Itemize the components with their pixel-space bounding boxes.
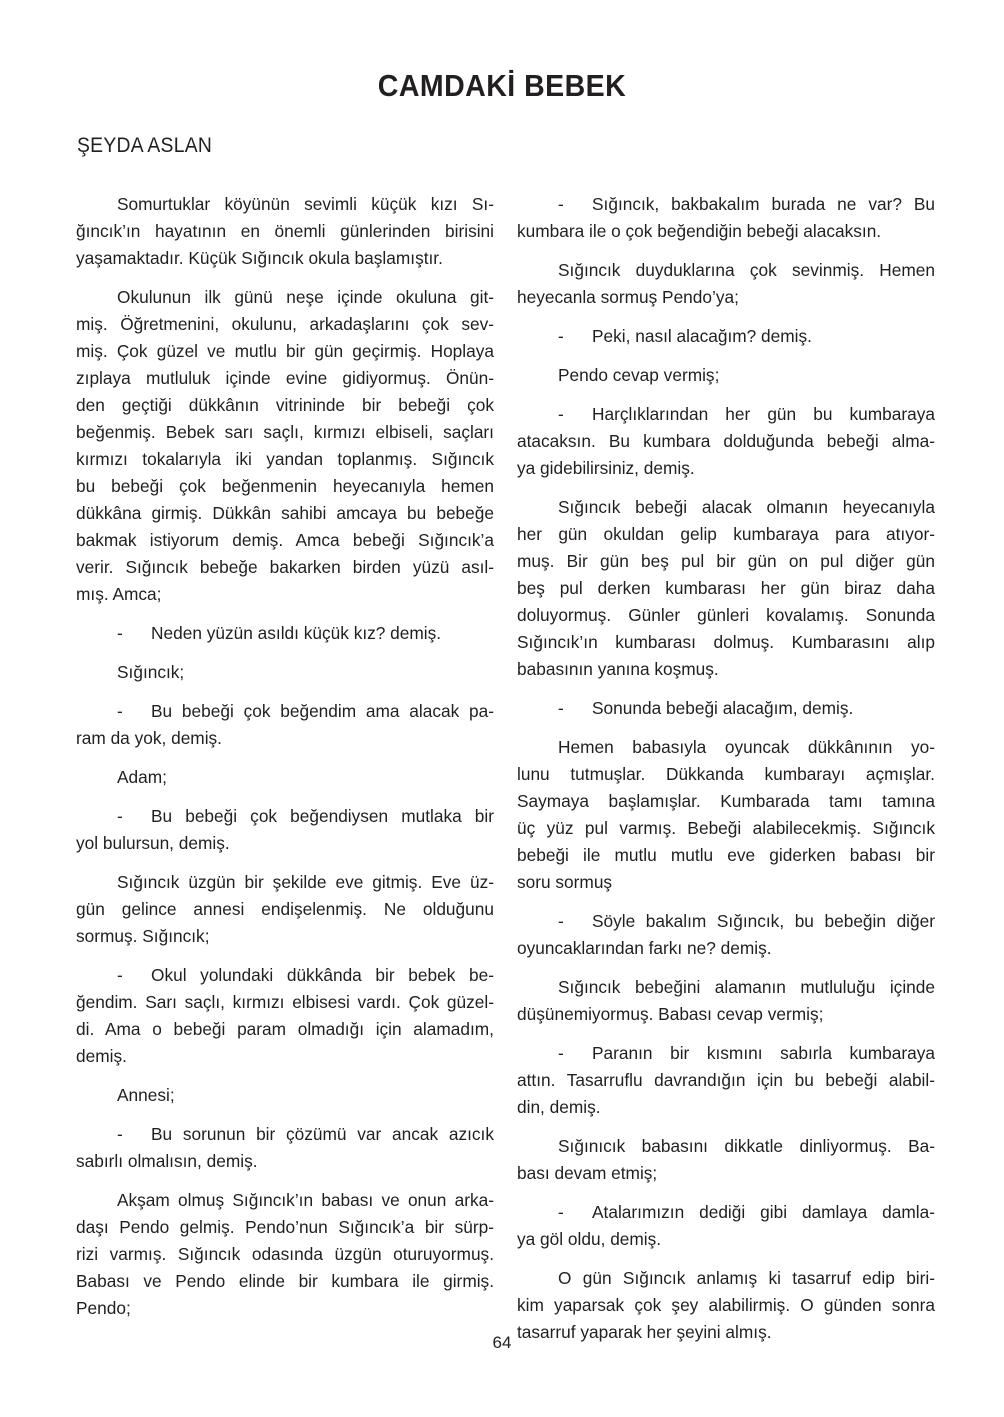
dialogue-paragraph	[517, 1199, 935, 1253]
line-text: sabırlı olmalısın, demiş.	[76, 1151, 258, 1171]
line-text: Saymaya başlamışlar. Kumbarada tamı tamına	[517, 791, 935, 811]
line-text: atacaksın. Bu kumbara dolduğunda bebeği alma-	[517, 431, 935, 451]
line-text: verir. Sığıncık bebeğe bakarken birden yüzü asıl-	[76, 557, 494, 577]
dialogue-paragraph	[517, 1040, 935, 1121]
line-text: kim yaparsak çok şey alabilirmiş. O günden sonra	[517, 1295, 935, 1315]
line-text: Sığıncık, bakbakalım burada ne var? Bu	[592, 194, 935, 214]
text-line	[517, 1001, 935, 1028]
text-line	[517, 629, 935, 656]
text-line	[76, 1016, 494, 1043]
text-line	[76, 554, 494, 581]
text-paragraph	[76, 764, 494, 791]
line-text: attın. Tasarruflu davrandığın için bu bebeği alabil-	[517, 1070, 935, 1090]
dialogue-paragraph	[76, 698, 494, 752]
text-line	[76, 830, 494, 857]
line-text: dükkâna girmiş. Dükkân sahibi amcaya bu bebeğe	[76, 503, 494, 523]
text-line	[517, 218, 935, 245]
line-text: bebeği ile mutlu mutlu eve giderken babası bir	[517, 845, 935, 865]
text-line	[76, 869, 494, 896]
text-line	[76, 581, 494, 608]
dialogue-dash: -	[558, 326, 564, 346]
dialogue-dash: -	[558, 404, 564, 424]
dialogue-dash: -	[558, 698, 564, 718]
dialogue-dash: -	[117, 623, 123, 643]
text-line	[517, 1226, 935, 1253]
line-text: ya gidebilirsiniz, demiş.	[517, 458, 695, 478]
text-paragraph	[76, 869, 494, 950]
line-text: demiş.	[76, 1046, 127, 1066]
text-line	[76, 1121, 494, 1148]
text-line	[517, 257, 935, 284]
text-paragraph	[517, 1133, 935, 1187]
line-text: Peki, nasıl alacağım? demiş.	[592, 326, 812, 346]
text-line	[517, 191, 935, 218]
line-text: daşı Pendo gelmiş. Pendo’nun Sığıncık’a bir sürp-	[76, 1217, 494, 1237]
line-text: di. Ama o bebeği param olmadığı için alamadım,	[76, 1019, 494, 1039]
text-line	[76, 191, 494, 218]
dialogue-paragraph	[76, 620, 494, 647]
text-line	[76, 962, 494, 989]
story-title: CAMDAKİ BEBEK	[377, 68, 627, 103]
line-text: muş. Bir gün beş pul bir gün on pul diğer gün	[517, 551, 935, 571]
dialogue-paragraph	[76, 1121, 494, 1175]
dialogue-paragraph	[517, 323, 935, 350]
dialogue-dash: -	[117, 965, 123, 985]
line-text: O gün Sığıncık anlamış ki tasarruf edip biri-	[558, 1268, 935, 1288]
text-paragraph	[76, 1187, 494, 1322]
line-text: ya göl oldu, demiş.	[517, 1229, 662, 1249]
line-text: bakmak istiyorum demiş. Amca bebeği Sığıncık’a	[76, 530, 494, 550]
line-text: Pendo;	[76, 1298, 131, 1318]
line-text: Okulunun ilk günü neşe içinde okuluna git-	[117, 287, 494, 307]
text-line	[76, 245, 494, 272]
line-text: rizi varmış. Sığıncık odasında üzgün oturuyormuş.	[76, 1244, 494, 1264]
text-line	[76, 1148, 494, 1175]
line-text: Pendo cevap vermiş;	[558, 365, 720, 385]
line-text: Sığıncık üzgün bir şekilde eve gitmiş. Eve üz-	[117, 872, 494, 892]
line-text: den geçtiği dükkânın vitrininde bir bebeği çok	[76, 395, 494, 415]
line-text: Annesi;	[117, 1085, 175, 1105]
line-text: Söyle bakalım Sığıncık, bu bebeğin diğer	[592, 911, 935, 931]
text-line	[517, 788, 935, 815]
text-line	[76, 1043, 494, 1070]
line-text: ğendim. Sarı saçlı, kırmızı elbisesi vardı. Çok güzel-	[76, 992, 494, 1012]
line-text: Sonunda bebeği alacağım, demiş.	[592, 698, 854, 718]
text-paragraph	[517, 257, 935, 311]
text-paragraph	[517, 362, 935, 389]
line-text: sormuş. Sığıncık;	[76, 926, 210, 946]
dialogue-paragraph	[76, 962, 494, 1070]
text-paragraph	[76, 659, 494, 686]
text-line	[76, 500, 494, 527]
text-line	[76, 284, 494, 311]
text-line	[517, 1067, 935, 1094]
dialogue-paragraph	[517, 695, 935, 722]
line-text: kumbara ile o çok beğendiğin bebeği alacaksın.	[517, 221, 882, 241]
line-text: Paranın bir kısmını sabırla kumbaraya	[592, 1043, 935, 1063]
text-paragraph	[76, 1082, 494, 1109]
line-text: bası devam etmiş;	[517, 1163, 658, 1183]
text-line	[517, 284, 935, 311]
text-line	[517, 1292, 935, 1319]
line-text: üç yüz pul varmış. Bebeği alabilecekmiş. Sığıncık	[517, 818, 935, 838]
text-line	[517, 575, 935, 602]
text-line	[517, 602, 935, 629]
text-line	[76, 620, 494, 647]
text-line	[517, 494, 935, 521]
line-text: kırmızı tokalarıyla iki yandan toplanmış. Sığıncık	[76, 449, 494, 469]
text-line	[76, 1241, 494, 1268]
text-paragraph	[76, 191, 494, 272]
line-text: Hemen babasıyla oyuncak dükkânının yo-	[558, 737, 935, 757]
text-line	[76, 1268, 494, 1295]
text-line	[76, 218, 494, 245]
dialogue-dash: -	[558, 1202, 564, 1222]
dialogue-dash: -	[558, 1043, 564, 1063]
line-text: beğenmiş. Bebek sarı saçlı, kırmızı elbiseli, saçları	[76, 422, 494, 442]
text-line	[517, 869, 935, 896]
text-line	[76, 896, 494, 923]
line-text: gün gelince annesi endişelenmiş. Ne olduğunu	[76, 899, 494, 919]
text-paragraph	[517, 734, 935, 896]
line-text: mış. Amca;	[76, 584, 162, 604]
text-line	[517, 1265, 935, 1292]
text-line	[517, 815, 935, 842]
line-text: beş pul derken kumbarası her gün biraz daha	[517, 578, 935, 598]
text-line	[76, 446, 494, 473]
line-text: Sığıncık duyduklarına çok sevinmiş. Hemen	[558, 260, 935, 280]
line-text: bu bebeği çok beğenmenin heyecanıyla hemen	[76, 476, 494, 496]
text-line	[517, 734, 935, 761]
text-line	[517, 761, 935, 788]
line-text: miş. Öğretmenini, okulunu, arkadaşlarını çok sev-	[76, 314, 494, 334]
line-text: ram da yok, demiş.	[76, 728, 222, 748]
line-text: her gün okuldan gelip kumbaraya para atıyor-	[517, 524, 935, 544]
line-text: Sığıncık bebeği alacak olmanın heyecanıyla	[558, 497, 935, 517]
line-text: Bu sorunun bir çözümü var ancak azıcık	[151, 1124, 494, 1144]
text-line	[76, 338, 494, 365]
text-line	[517, 656, 935, 683]
line-text: Sığıncık;	[117, 662, 185, 682]
text-line	[517, 521, 935, 548]
line-text: Somurtuklar köyünün sevimli küçük kızı Sı-	[117, 194, 494, 214]
text-line	[76, 1187, 494, 1214]
line-text: Bu bebeği çok beğendim ama alacak pa-	[151, 701, 494, 721]
text-line	[517, 1094, 935, 1121]
dialogue-dash: -	[117, 806, 123, 826]
text-line	[517, 455, 935, 482]
dialogue-dash: -	[558, 194, 564, 214]
text-paragraph	[76, 284, 494, 608]
text-line	[76, 419, 494, 446]
author-name: ŞEYDA ASLAN	[77, 134, 213, 157]
text-line	[76, 764, 494, 791]
line-text: soru sormuş	[517, 872, 613, 892]
line-text: oyuncaklarından farkı ne? demiş.	[517, 938, 772, 958]
line-text: din, demiş.	[517, 1097, 601, 1117]
text-line	[76, 527, 494, 554]
text-line	[76, 659, 494, 686]
dialogue-paragraph	[76, 803, 494, 857]
text-line	[76, 392, 494, 419]
line-text: Harçlıklarından her gün bu kumbaraya	[592, 404, 935, 424]
line-text: Bu bebeği çok beğendiysen mutlaka bir	[151, 806, 494, 826]
text-line	[517, 908, 935, 935]
text-line	[76, 989, 494, 1016]
line-text: heyecanla sormuş Pendo’ya;	[517, 287, 739, 307]
text-line	[517, 323, 935, 350]
text-line	[517, 1040, 935, 1067]
text-paragraph	[517, 494, 935, 683]
dialogue-dash: -	[558, 911, 564, 931]
line-text: zıplaya mutluluk içinde evine gidiyormuş. Önün-	[76, 368, 494, 388]
text-line	[517, 1160, 935, 1187]
dialogue-paragraph	[517, 191, 935, 245]
text-line	[76, 1295, 494, 1322]
text-line	[517, 695, 935, 722]
left-column	[76, 191, 494, 1334]
text-line	[517, 1133, 935, 1160]
text-line	[517, 974, 935, 1001]
text-line	[76, 1214, 494, 1241]
text-line	[76, 725, 494, 752]
text-paragraph	[517, 974, 935, 1028]
text-line	[517, 935, 935, 962]
text-line	[517, 428, 935, 455]
line-text: Sığıncık bebeğini alamanın mutluluğu içinde	[558, 977, 935, 997]
right-column	[517, 191, 935, 1358]
line-text: yaşamaktadır. Küçük Sığıncık okula başlamıştır.	[76, 248, 443, 268]
line-text: ğıncık’ın hayatının en önemli günlerinden birisini	[76, 221, 494, 241]
text-line	[76, 365, 494, 392]
text-line	[76, 311, 494, 338]
text-line	[517, 548, 935, 575]
dialogue-paragraph	[517, 908, 935, 962]
text-line	[76, 1082, 494, 1109]
text-line	[76, 803, 494, 830]
text-line	[517, 401, 935, 428]
line-text: düşünemiyormuş. Babası cevap vermiş;	[517, 1004, 824, 1024]
line-text: babasının yanına koşmuş.	[517, 659, 719, 679]
line-text: Neden yüzün asıldı küçük kız? demiş.	[151, 623, 442, 643]
dialogue-dash: -	[117, 1124, 123, 1144]
line-text: Akşam olmuş Sığıncık’ın babası ve onun arka-	[117, 1190, 494, 1210]
text-line	[517, 1199, 935, 1226]
line-text: lunu tutmuşlar. Dükkanda kumbarayı açmışlar.	[517, 764, 935, 784]
text-line	[517, 842, 935, 869]
text-line	[76, 473, 494, 500]
line-text: doluyormuş. Günler günleri kovalamış. Sonunda	[517, 605, 935, 625]
line-text: tasarruf yaparak her şeyini almış.	[517, 1322, 772, 1342]
line-text: Okul yolundaki dükkânda bir bebek be-	[151, 965, 494, 985]
dialogue-paragraph	[517, 401, 935, 482]
line-text: yol bulursun, demiş.	[76, 833, 230, 853]
line-text: miş. Çok güzel ve mutlu bir gün geçirmiş. Hoplaya	[76, 341, 494, 361]
text-line	[517, 362, 935, 389]
line-text: Sığıncık’ın kumbarası dolmuş. Kumbarasını alıp	[517, 632, 935, 652]
dialogue-dash: -	[117, 701, 123, 721]
line-text: Adam;	[117, 767, 167, 787]
text-line	[76, 698, 494, 725]
line-text: Babası ve Pendo elinde bir kumbara ile girmiş.	[76, 1271, 494, 1291]
page-number: 64	[492, 1333, 512, 1352]
line-text: Atalarımızın dediği gibi damlaya damla-	[592, 1202, 935, 1222]
text-line	[76, 923, 494, 950]
line-text: Sığınıcık babasını dikkatle dinliyormuş. Ba-	[558, 1136, 935, 1156]
